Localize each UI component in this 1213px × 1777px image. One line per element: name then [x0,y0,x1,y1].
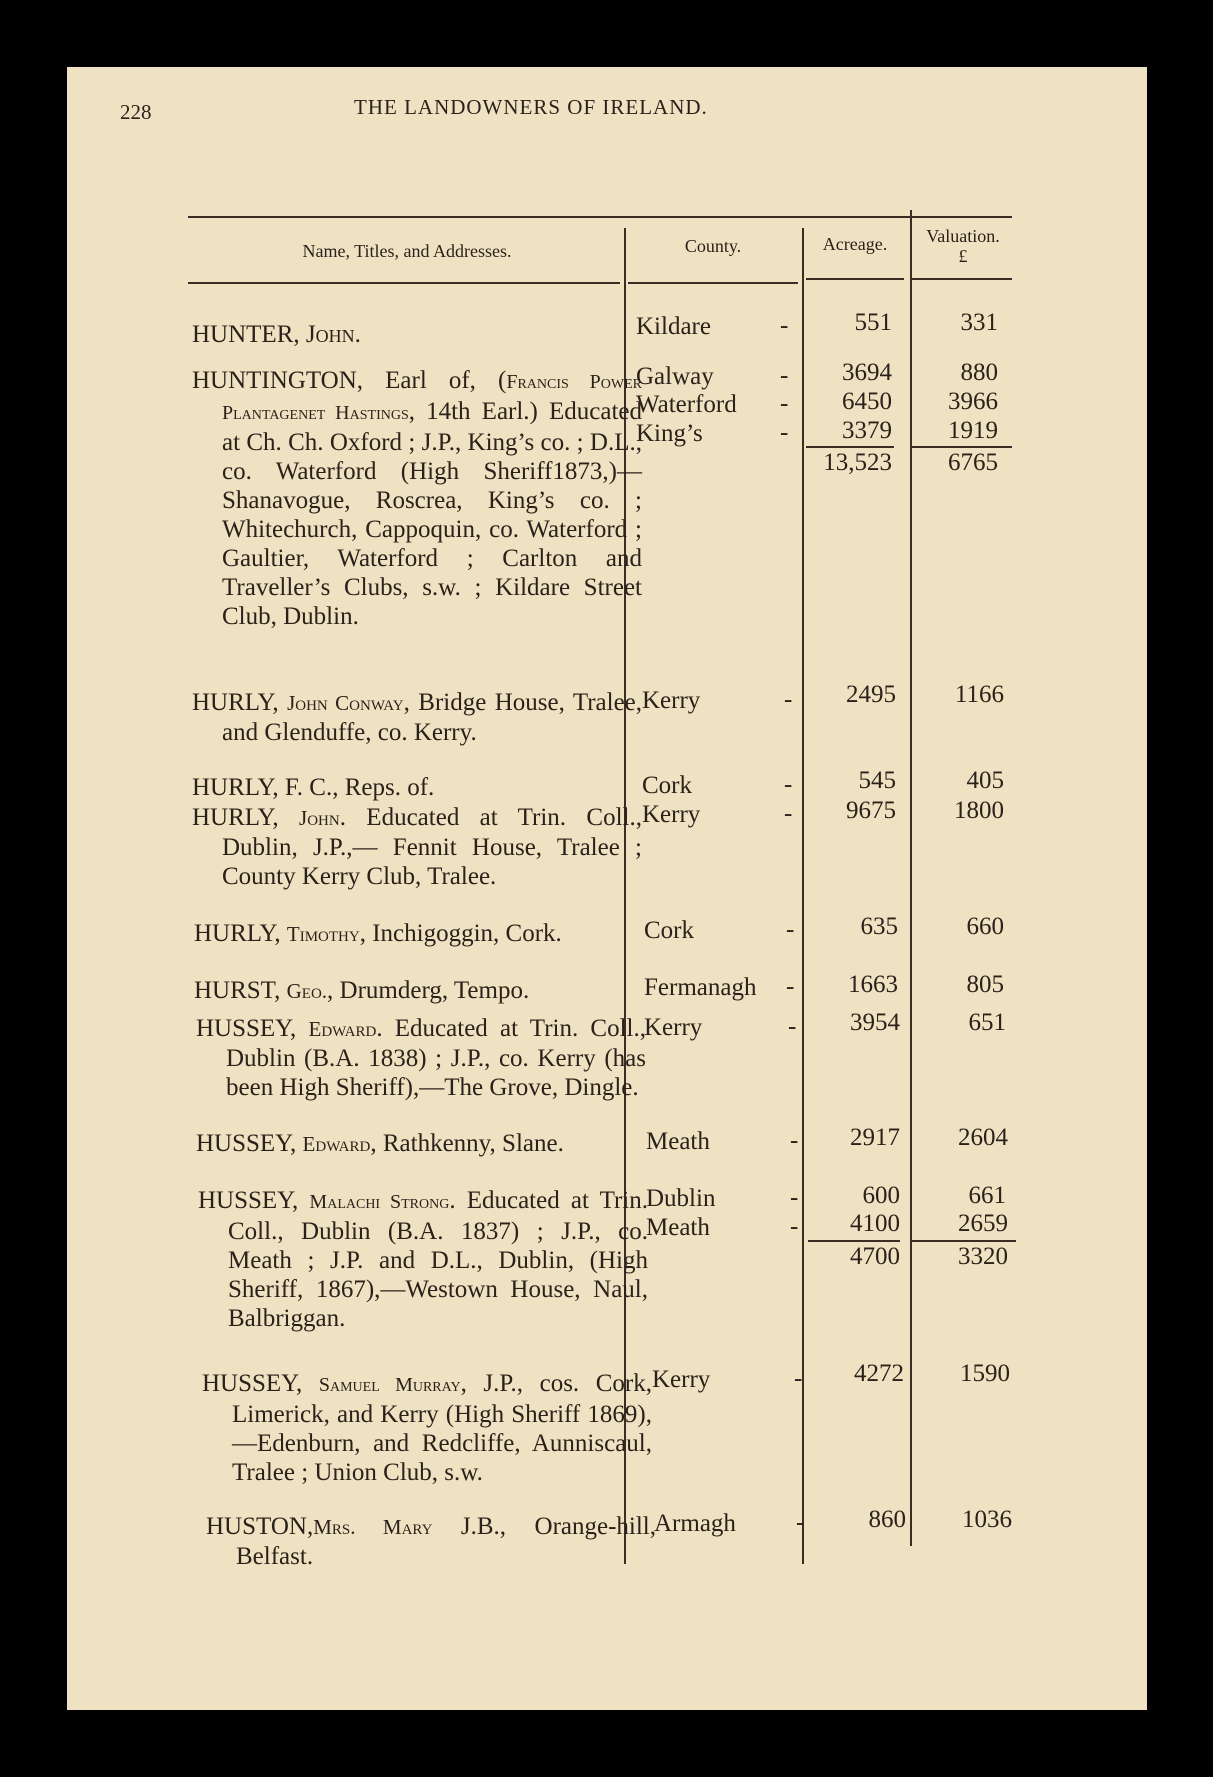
valuation-total: 3320 [958,1243,1008,1270]
valuation-cell: 651 [968,1009,1006,1036]
header-rule-acreage [806,278,904,280]
header-rule-county [628,282,798,284]
column-divider-2 [802,228,804,1564]
acreage-total: 4700 [850,1243,900,1270]
entry-hunter: HUNTER, John. [192,321,361,348]
acreage-cell: 860 [868,1506,906,1533]
county-cell: Dublin [646,1185,716,1212]
column-header-acreage: Acreage. [822,234,888,254]
dash-separator: - [784,800,793,827]
county-cell: Armagh [654,1510,736,1537]
acreage-cell: 4272 [854,1360,904,1387]
column-header-valuation [910,226,1016,266]
county-cell: Kerry [652,1366,711,1393]
valuation-cell: 1590 [960,1360,1010,1387]
dash-separator: - [786,973,795,1000]
valuation-cell: 331 [960,309,998,336]
acreage-cell: 600 [862,1182,900,1209]
acreage-cell: 551 [854,309,892,336]
dash-separator: - [788,1013,797,1040]
column-header-name: Name, Titles, and Addresses. [302,241,512,261]
valuation-cell: 1036 [962,1506,1012,1533]
acreage-cell: 3694 [842,359,892,386]
dash-separator: - [786,916,795,943]
acreage-total: 13,523 [823,449,892,476]
entry-hurly-john: HURLY, John. Educated at Trin. Coll., Dublin, J.P.,— Fennit House, Tralee ; County Kerry Club, Tralee. [192,804,643,890]
acreage-cell: 4100 [850,1210,900,1237]
entry-huntington: HUNTINGTON, Earl of, (Francis Power Plantagenet Hastings, 14th Earl.) Educated at Ch. Ch. Oxford ; J.P., King’s co. ; D.L., co. Waterford (High Sheriff1873,)—Shanavogue, Roscrea, King’s co. ; Whitechurch, Cappoquin, co. Waterford ; Gaultier, Waterford ; Carlton and Traveller’s Clubs, s.w. ; Kildare Street Club, Dublin. [192,367,643,630]
page-number: 228 [120,100,152,124]
valuation-cell: 3966 [948,388,998,415]
valuation-cell: 661 [968,1182,1006,1209]
dash-separator: - [784,686,793,713]
entry-hurly-fc: HURLY, F. C., Reps. of. [192,774,435,801]
acreage-cell: 1663 [848,971,898,998]
county-cell: Fermanagh [644,974,757,1001]
valuation-cell: 1800 [954,797,1004,824]
dash-separator: - [780,362,789,389]
valuation-cell: 805 [966,971,1004,998]
county-cell: Waterford [636,391,737,418]
valuation-cell: 2659 [958,1210,1008,1237]
acreage-cell: 3379 [842,417,892,444]
county-cell: Galway [636,363,714,390]
dash-separator: - [794,1365,803,1392]
valuation-total: 6765 [948,449,998,476]
county-cell: Meath [646,1128,710,1155]
acreage-cell: 2495 [846,681,896,708]
county-cell: Meath [646,1214,710,1241]
dash-separator: - [796,1509,805,1536]
entry-hussey-malachi-strong: HUSSEY, Malachi Strong. Educated at Trin. Coll., Dublin (B.A. 1837) ; J.P., co. Meath ; J.P. and D.L., Dublin, (High Sheriff, 1867),—Westown House, Naul, Balbriggan. [198,1187,648,1332]
county-cell: Kerry [644,1014,703,1041]
entry-hussey-samuel-murray: HUSSEY, Samuel Murray, J.P., cos. Cork, Limerick, and Kerry (High Sheriff 1869),—Edenburn, and Redcliffe, Aunniscaul, Tralee ; Union Club, s.w. [202,1370,653,1486]
acreage-cell: 9675 [846,797,896,824]
top-rule [188,216,1012,218]
acreage-cell: 2917 [850,1124,900,1151]
entry-hurly-john-conway: HURLY, John Conway, Bridge House, Tralee, and Glenduffe, co. Kerry. [192,689,643,746]
dash-separator: - [780,419,789,446]
valuation-cell: 1166 [954,681,1004,708]
valuation-cell: 1919 [948,417,998,444]
acreage-cell: 545 [858,767,896,794]
entry-hussey-edward-1: HUSSEY, Edward. Educated at Trin. Coll., Dublin (B.A. 1838) ; J.P., co. Kerry (has been High Sheriff),—The Grove, Dingle. [196,1015,647,1101]
county-cell: Cork [644,917,694,944]
column-header-county: County. [684,236,742,256]
county-cell: Kerry [642,801,701,828]
entry-hurst: HURST, Geo., Drumderg, Tempo. [194,977,530,1004]
valuation-unit: £ [958,246,968,266]
acreage-cell: 6450 [842,388,892,415]
header-rule-name [188,282,620,284]
county-cell: Kerry [642,687,701,714]
dash-separator: - [790,1184,799,1211]
county-cell: Cork [642,772,692,799]
header-rule-valuation [912,278,1012,280]
running-head: THE LANDOWNERS OF IRELAND. [354,95,708,119]
dash-separator: - [790,1127,799,1154]
dash-separator: - [790,1213,799,1240]
entry-hurly-timothy: HURLY, Timothy, Inchigoggin, Cork. [194,920,562,947]
valuation-cell: 405 [966,767,1004,794]
valuation-cell: 660 [966,913,1004,940]
county-cell: King’s [636,420,703,447]
county-cell: Kildare [636,313,711,340]
acreage-cell: 3954 [850,1009,900,1036]
acreage-cell: 635 [860,913,898,940]
valuation-cell: 880 [960,359,998,386]
entry-hussey-edward-2: HUSSEY, Edward, Rathkenny, Slane. [196,1130,564,1157]
entry-huston: HUSTON,Mrs. Mary J.B., Orange-hill, Belfast. [206,1513,656,1570]
dash-separator: - [784,771,793,798]
dash-separator: - [780,312,789,339]
dash-separator: - [780,390,789,417]
valuation-cell: 2604 [958,1124,1008,1151]
valuation-label: Valuation. [926,226,1000,246]
